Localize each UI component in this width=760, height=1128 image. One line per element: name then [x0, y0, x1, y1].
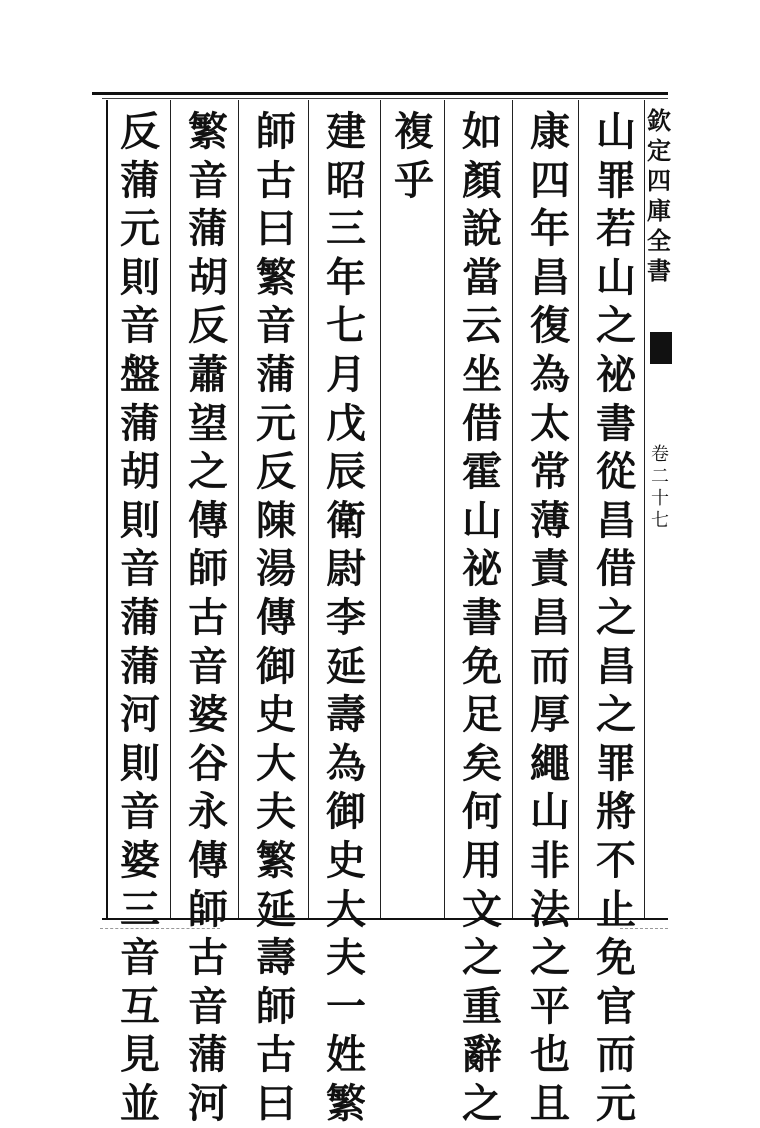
- glyph: 複: [394, 108, 434, 155]
- glyph: 蕭: [188, 350, 228, 398]
- column-divider: [170, 100, 171, 918]
- glyph: 四: [647, 166, 671, 195]
- glyph: 傳: [188, 496, 228, 544]
- glyph: 音: [120, 302, 160, 350]
- glyph: 定: [647, 136, 671, 165]
- glyph: 官: [596, 982, 636, 1030]
- glyph: 借: [462, 399, 502, 447]
- text-column-2: [522, 108, 578, 1127]
- glyph: 庫: [647, 196, 671, 225]
- glyph: 元: [120, 205, 160, 253]
- glyph: 大: [326, 885, 366, 933]
- glyph: 康: [530, 108, 570, 155]
- glyph: 音: [188, 642, 228, 690]
- glyph: 也: [530, 1031, 570, 1079]
- column-divider: [444, 100, 445, 918]
- glyph: 音: [120, 934, 160, 982]
- glyph: 古: [188, 593, 228, 641]
- glyph: 音: [256, 302, 296, 350]
- glyph: 欽: [647, 106, 671, 135]
- glyph: 昌: [596, 642, 636, 690]
- glyph: 見: [120, 1031, 160, 1079]
- glyph: 用: [462, 836, 502, 884]
- glyph: 七: [651, 510, 669, 531]
- glyph: 辰: [326, 448, 366, 496]
- glyph: 夫: [326, 934, 366, 982]
- glyph: 書: [462, 593, 502, 641]
- glyph: 文: [462, 885, 502, 933]
- glyph: 元: [256, 399, 296, 447]
- glyph: 傳: [256, 593, 296, 641]
- glyph: 罪: [596, 739, 636, 787]
- glyph: 免: [462, 642, 502, 690]
- glyph: 平: [530, 982, 570, 1030]
- glyph: 反: [188, 302, 228, 350]
- text-column-6: [248, 108, 304, 1127]
- glyph: 當: [462, 253, 502, 301]
- glyph: 之: [596, 593, 636, 641]
- glyph: 山: [462, 496, 502, 544]
- glyph: 止: [596, 885, 636, 933]
- column-divider: [380, 100, 381, 918]
- glyph: 借: [596, 545, 636, 593]
- glyph: 古: [188, 934, 228, 982]
- glyph: 年: [326, 253, 366, 301]
- volume-label: [648, 444, 672, 532]
- glyph: 重: [462, 982, 502, 1030]
- glyph: 何: [462, 788, 502, 836]
- glyph: 之: [596, 302, 636, 350]
- glyph: 且: [530, 1079, 570, 1127]
- glyph: 蒲: [188, 205, 228, 253]
- glyph: 之: [188, 448, 228, 496]
- glyph: 顏: [462, 156, 502, 204]
- glyph: 月: [326, 350, 366, 398]
- glyph: 御: [256, 642, 296, 690]
- fish-tail-mark: [650, 332, 672, 364]
- book-title: [646, 106, 672, 286]
- glyph: 免: [596, 934, 636, 982]
- glyph: 而: [530, 642, 570, 690]
- glyph: 全: [647, 226, 671, 255]
- glyph: 蒲: [120, 593, 160, 641]
- glyph: 而: [596, 1031, 636, 1079]
- glyph: 曰: [256, 1079, 296, 1127]
- glyph: 蒲: [256, 350, 296, 398]
- glyph: 音: [120, 545, 160, 593]
- glyph: 說: [462, 205, 502, 253]
- glyph: 蒲: [120, 156, 160, 204]
- text-column-7: [180, 108, 236, 1127]
- glyph: 復: [530, 302, 570, 350]
- glyph: 延: [256, 885, 296, 933]
- glyph: 尉: [326, 545, 366, 593]
- column-divider: [308, 100, 309, 918]
- column-divider: [512, 100, 513, 918]
- glyph: 衛: [326, 496, 366, 544]
- bottom-dash: [100, 928, 220, 929]
- glyph: 從: [596, 448, 636, 496]
- glyph: 昌: [596, 496, 636, 544]
- glyph: 姓: [326, 1031, 366, 1079]
- glyph: 年: [530, 205, 570, 253]
- glyph: 山: [596, 253, 636, 301]
- glyph: 矣: [462, 739, 502, 787]
- glyph: 胡: [120, 448, 160, 496]
- text-column-4: [386, 108, 442, 916]
- glyph: 云: [462, 302, 502, 350]
- glyph: 繁: [256, 253, 296, 301]
- glyph: 蒲: [120, 642, 160, 690]
- column-divider: [238, 100, 239, 918]
- glyph: 書: [647, 256, 671, 285]
- glyph: 戊: [326, 399, 366, 447]
- glyph: 之: [530, 934, 570, 982]
- margin-strip: [642, 92, 674, 920]
- glyph: 師: [256, 982, 296, 1030]
- glyph: 繁: [256, 836, 296, 884]
- text-column-3: [454, 108, 510, 1127]
- glyph: 河: [188, 1079, 228, 1127]
- glyph: 一: [326, 982, 366, 1030]
- glyph: 李: [326, 593, 366, 641]
- glyph: 反: [256, 448, 296, 496]
- glyph: 責: [530, 545, 570, 593]
- glyph: 反: [120, 108, 160, 155]
- glyph: 音: [120, 788, 160, 836]
- glyph: 為: [326, 739, 366, 787]
- glyph: 古: [256, 1031, 296, 1079]
- glyph: 為: [530, 350, 570, 398]
- glyph: 曰: [256, 205, 296, 253]
- glyph: 十: [651, 488, 669, 509]
- glyph: 昌: [530, 593, 570, 641]
- glyph: 非: [530, 836, 570, 884]
- glyph: 山: [596, 108, 636, 155]
- glyph: 繁: [326, 1079, 366, 1127]
- glyph: 建: [326, 108, 366, 155]
- glyph: 厚: [530, 691, 570, 739]
- glyph: 史: [256, 691, 296, 739]
- glyph: 薄: [530, 496, 570, 544]
- glyph: 延: [326, 642, 366, 690]
- glyph: 將: [596, 788, 636, 836]
- glyph: 師: [188, 885, 228, 933]
- glyph: 河: [120, 691, 160, 739]
- glyph: 谷: [188, 739, 228, 787]
- glyph: 盤: [120, 350, 160, 398]
- glyph: 音: [188, 982, 228, 1030]
- glyph: 二: [651, 466, 669, 487]
- text-column-1: [588, 108, 644, 1127]
- glyph: 夫: [256, 788, 296, 836]
- text-column-5: [318, 108, 374, 1127]
- glyph: 霍: [462, 448, 502, 496]
- glyph: 昌: [530, 253, 570, 301]
- glyph: 乎: [394, 156, 434, 204]
- text-frame: [92, 92, 668, 1127]
- glyph: 師: [256, 108, 296, 155]
- glyph: 坐: [462, 350, 502, 398]
- glyph: 元: [596, 1079, 636, 1127]
- glyph: 七: [326, 302, 366, 350]
- glyph: 則: [120, 496, 160, 544]
- bottom-dash: [620, 928, 668, 929]
- glyph: 卷: [651, 444, 669, 465]
- glyph: 壽: [256, 934, 296, 982]
- glyph: 史: [326, 836, 366, 884]
- glyph: 之: [462, 1079, 502, 1127]
- glyph: 祕: [462, 545, 502, 593]
- glyph: 三: [326, 205, 366, 253]
- glyph: 山: [530, 788, 570, 836]
- glyph: 書: [596, 399, 636, 447]
- glyph: 永: [188, 788, 228, 836]
- glyph: 辭: [462, 1031, 502, 1079]
- glyph: 胡: [188, 253, 228, 301]
- glyph: 並: [120, 1079, 160, 1127]
- glyph: 婆: [188, 691, 228, 739]
- glyph: 則: [120, 739, 160, 787]
- glyph: 太: [530, 399, 570, 447]
- glyph: 御: [326, 788, 366, 836]
- glyph: 古: [256, 156, 296, 204]
- glyph: 常: [530, 448, 570, 496]
- glyph: 音: [188, 156, 228, 204]
- glyph: 之: [596, 691, 636, 739]
- text-column-8: [112, 108, 168, 1127]
- left-border: [106, 100, 108, 920]
- glyph: 法: [530, 885, 570, 933]
- glyph: 大: [256, 739, 296, 787]
- glyph: 四: [530, 156, 570, 204]
- glyph: 蒲: [188, 1031, 228, 1079]
- glyph: 罪: [596, 156, 636, 204]
- glyph: 不: [596, 836, 636, 884]
- glyph: 壽: [326, 691, 366, 739]
- top-border: [92, 92, 668, 95]
- glyph: 湯: [256, 545, 296, 593]
- glyph: 則: [120, 253, 160, 301]
- glyph: 祕: [596, 350, 636, 398]
- glyph: 若: [596, 205, 636, 253]
- top-inner-border: [102, 98, 668, 99]
- glyph: 師: [188, 545, 228, 593]
- glyph: 傳: [188, 836, 228, 884]
- glyph: 之: [462, 934, 502, 982]
- glyph: 婆: [120, 836, 160, 884]
- glyph: 三: [120, 885, 160, 933]
- glyph: 蒲: [120, 399, 160, 447]
- column-divider: [578, 100, 579, 918]
- glyph: 昭: [326, 156, 366, 204]
- glyph: 陳: [256, 496, 296, 544]
- glyph: 望: [188, 399, 228, 447]
- glyph: 如: [462, 108, 502, 155]
- glyph: 繁: [188, 108, 228, 155]
- glyph: 互: [120, 982, 160, 1030]
- glyph: 繩: [530, 739, 570, 787]
- glyph: 足: [462, 691, 502, 739]
